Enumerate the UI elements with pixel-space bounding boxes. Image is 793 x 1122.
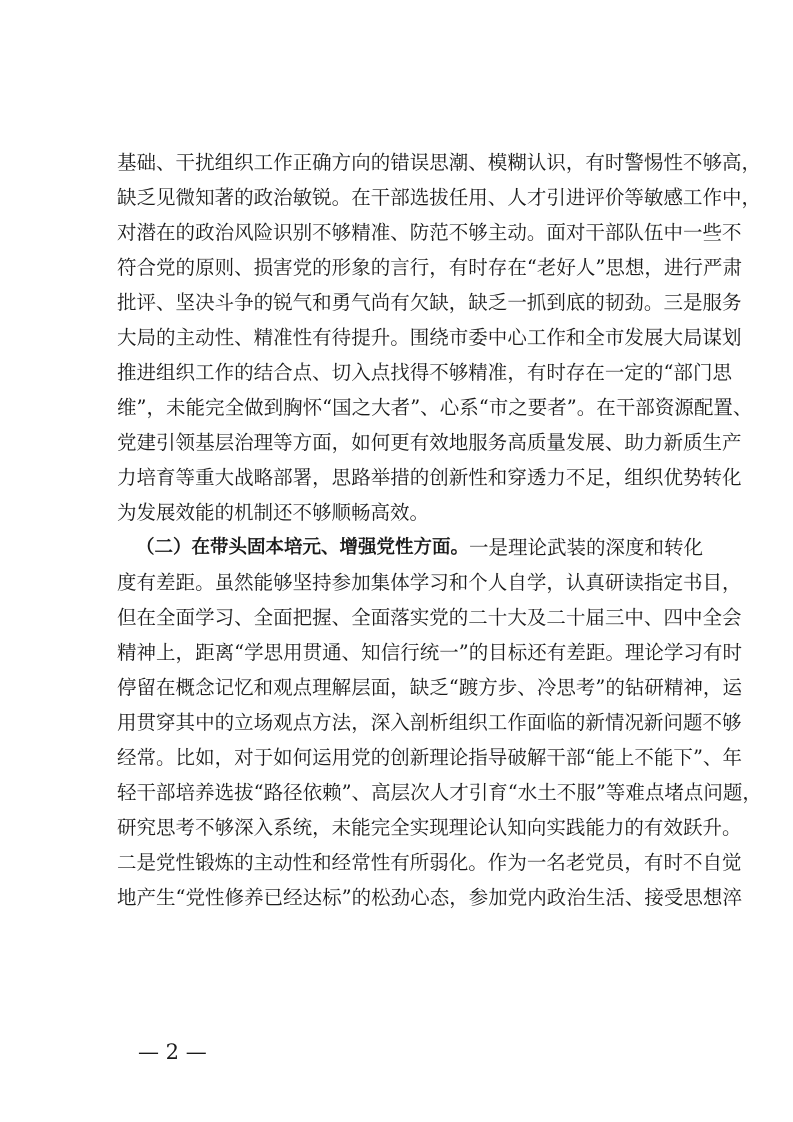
- text-line: 度 有 差 距 。 虽 然 能 够 坚 持 参 加 集 体 学 习 和 个 人 自 学 ， 认 真 研 读 指 定 书 目 ，: [117, 571, 742, 594]
- text-line: 停 留 在 概 念 记 忆 和 观 点 理 解 层 面 ， 缺 乏 “ 踱 方 步 、 冷 思 考 ” 的 钻 研 精 神 ， 运: [117, 676, 742, 699]
- text-line: 缺 乏 见 微 知 著 的 政 治 敏 锐 。 在 干 部 选 拔 任 用 、 人 才 引 进 评 价 等 敏 感 工 作 中 ，: [117, 186, 762, 209]
- text-line: 精 神 上 ， 距 离 “ 学 思 用 贯 通 、 知 信 行 统 一 ” 的 目 标 还 有 差 距 。 理 论 学 习 有 时: [117, 641, 742, 664]
- text-line: 推 进 组 织 工 作 的 结 合 点 、 切 入 点 找 得 不 够 精 准 ， 有 时 存 在 一 定 的 “ 部 门 思: [117, 361, 732, 384]
- text-line: 大 局 的 主 动 性 、 精 准 性 有 待 提 升 。 围 绕 市 委 中 心 工 作 和 全 市 发 展 大 局 谋 划: [117, 326, 742, 349]
- section-heading: （二）在带头固本培元、增强党性方面。: [136, 537, 470, 558]
- page-number: — 2 —: [138, 1040, 207, 1064]
- text-line: 批 评 、 坚 决 斗 争 的 锐 气 和 勇 气 尚 有 欠 缺 ， 缺 乏 一 抓 到 底 的 韧 劲 。 三 是 服 务: [117, 291, 742, 314]
- text-line: 经 常 。 比 如 ， 对 于 如 何 运 用 党 的 创 新 理 论 指 导 破 解 干 部 “ 能 上 不 能 下 ” 、 年: [117, 746, 742, 769]
- document-body: [117, 145, 762, 915]
- text-line: 但 在 全 面 学 习 、 全 面 把 握 、 全 面 落 实 党 的 二 十 大 及 二 十 届 三 中 、 四 中 全 会: [117, 606, 742, 629]
- text-line: 用 贯 穿 其 中 的 立 场 观 点 方 法 ， 深 入 剖 析 组 织 工 作 面 临 的 新 情 况 新 问 题 不 够: [117, 711, 742, 734]
- text-line: 符 合 党 的 原 则 、 损 害 党 的 形 象 的 言 行 ， 有 时 存 在 “ 老 好 人 ” 思 想 ， 进 行 严 肃: [117, 256, 742, 279]
- text-line: 力 培 育 等 重 大 战 略 部 署 ， 思 路 举 措 的 创 新 性 和 穿 透 力 不 足 ， 组 织 优 势 转 化: [117, 466, 742, 489]
- text-line: 轻 干 部 培 养 选 拔 “ 路 径 依 赖 ” 、 高 层 次 人 才 引 育 “ 水 土 不 服 ” 等 难 点 堵 点 问 题 ，: [117, 781, 762, 804]
- text-line: 地 产 生 “ 党 性 修 养 已 经 达 标 ” 的 松 劲 心 态 ， 参 加 党 内 政 治 生 活 、 接 受 思 想 淬: [117, 886, 742, 909]
- text-line: 二 是 党 性 锻 炼 的 主 动 性 和 经 常 性 有 所 弱 化 。 作 为 一 名 老 党 员 ， 有 时 不 自 觉: [117, 851, 742, 874]
- text-line: 为发展效能的机制还不够顺畅高效。: [117, 501, 430, 524]
- text-line: 基 础 、 干 扰 组 织 工 作 正 确 方 向 的 错 误 思 潮 、 模 糊 认 识 ， 有 时 警 惕 性 不 够 高 ，: [117, 151, 762, 174]
- text-line: 研 究 思 考 不 够 深 入 系 统 ， 未 能 完 全 实 现 理 论 认 知 向 实 践 能 力 的 有 效 跃 升 。: [117, 816, 742, 839]
- section-heading-line: [117, 530, 704, 565]
- text-line: 维 ” ， 未 能 完 全 做 到 胸 怀 “ 国 之 大 者 ” 、 心 系 “ 市 之 要 者 ” 。 在 干 部 资 源 配 置 、: [117, 396, 753, 419]
- text-line: 党 建 引 领 基 层 治 理 等 方 面 ， 如 何 更 有 效 地 服 务 高 质 量 发 展 、 助 力 新 质 生 产: [117, 431, 742, 454]
- text-line-rest: 一是理论武装的深度和转化: [469, 536, 704, 559]
- text-line: 对 潜 在 的 政 治 风 险 识 别 不 够 精 准 、 防 范 不 够 主 动 。 面 对 干 部 队 伍 中 一 些 不: [117, 221, 742, 244]
